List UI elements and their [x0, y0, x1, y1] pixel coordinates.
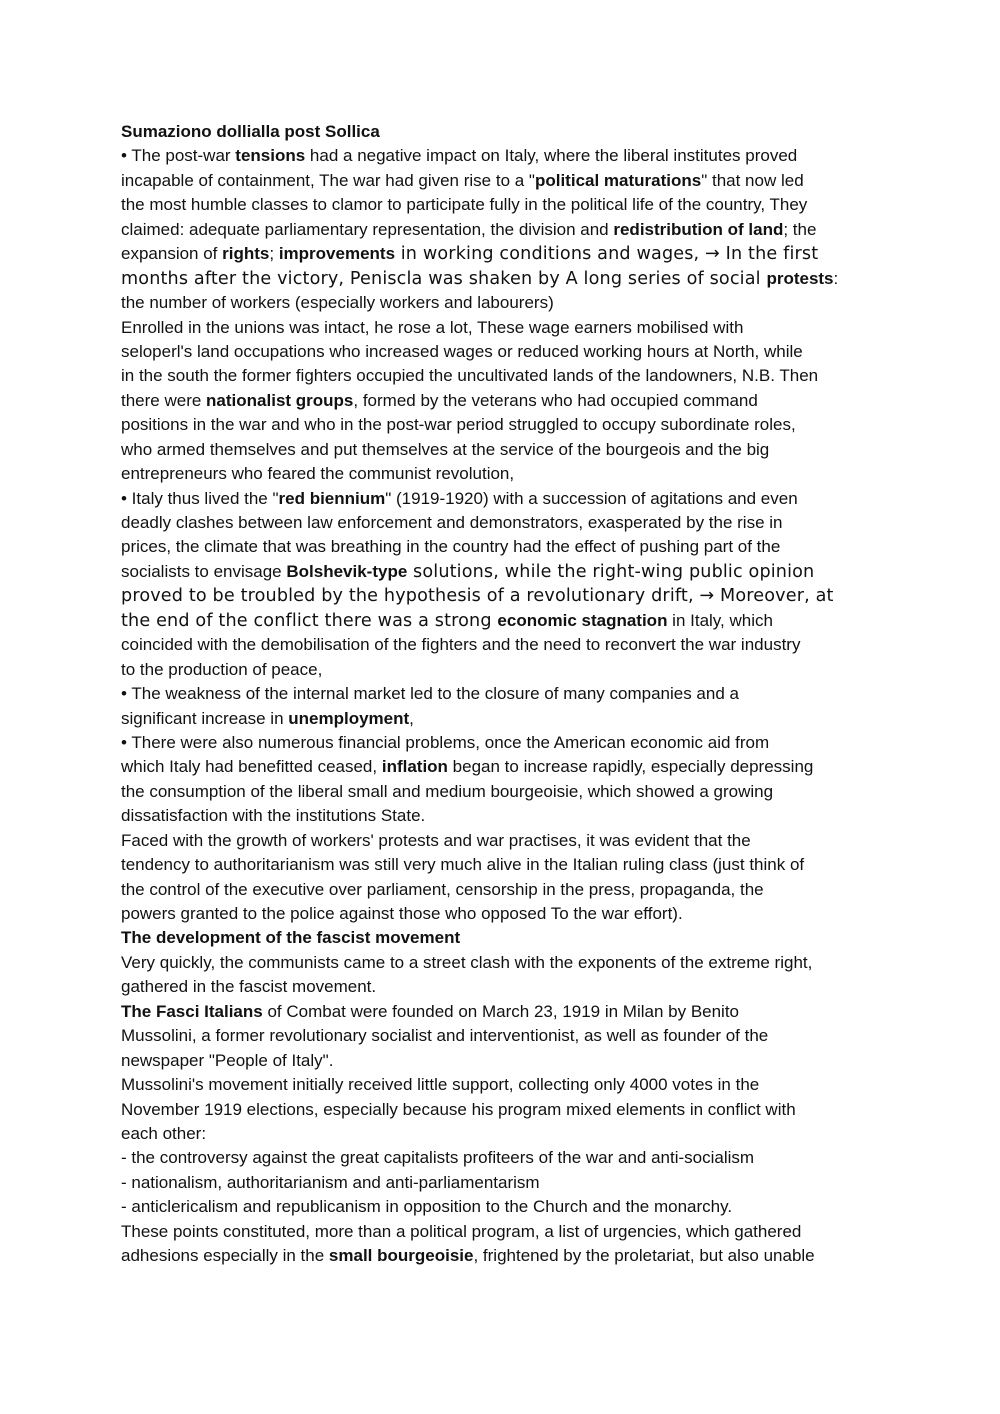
text-line: the most humble classes to clamor to participate fully in the political life of the country, They — [121, 195, 808, 215]
text-line: coincided with the demobilisation of the fighters and the need to reconvert the war industry — [121, 635, 801, 655]
section-heading: The development of the fascist movement — [121, 928, 461, 948]
text-line: tendency to authoritarianism was still very much alive in the Italian ruling class (just think of — [121, 855, 805, 875]
text-line: Mussolini, a former revolutionary socialist and interventionist, as well as founder of the — [121, 1026, 769, 1046]
text-line: dissatisfaction with the institutions State. — [121, 806, 426, 826]
text-line: months after the victory, Peniscla was shaken by A long series of social protests: — [121, 268, 839, 289]
text-line: expansion of rights; improvements in working conditions and wages, → In the first — [121, 244, 819, 265]
text-line: the consumption of the liberal small and medium bourgeoisie, which showed a growing — [121, 781, 774, 801]
text-line: in the south the former fighters occupied the uncultivated lands of the landowners, N.B. Then — [121, 366, 819, 386]
text-line: prices, the climate that was breathing in the country had the effect of pushing part of the — [121, 537, 781, 557]
text-line: seloperl's land occupations who increased wages or reduced working hours at North, while — [121, 341, 803, 361]
text-line: • The post-war tensions had a negative impact on Italy, where the liberal institutes proved — [121, 146, 798, 166]
text-line: claimed: adequate parliamentary representation, the division and redistribution of land; the — [121, 219, 817, 239]
text-line: positions in the war and who in the post-war period struggled to occupy subordinate roles, — [121, 415, 796, 435]
text-line: entrepreneurs who feared the communist revolution, — [121, 464, 515, 484]
text-line: the control of the executive over parliament, censorship in the press, propaganda, the — [121, 879, 764, 899]
text-line: socialists to envisage Bolshevik-type solutions, while the right-wing public opinion — [121, 561, 815, 582]
text-line: • Italy thus lived the "red biennium" (1919-1920) with a succession of agitations and even — [121, 488, 798, 508]
text-line: The Fasci Italians of Combat were founded on March 23, 1919 in Milan by Benito — [121, 1001, 740, 1021]
text-line: Very quickly, the communists came to a street clash with the exponents of the extreme right, — [121, 952, 813, 972]
text-line: • The weakness of the internal market led to the closure of many companies and a — [121, 684, 739, 704]
text-line: - anticlericalism and republicanism in opposition to the Church and the monarchy. — [121, 1197, 733, 1217]
text-line: proved to be troubled by the hypothesis of a revolutionary drift, → Moreover, at — [121, 586, 834, 607]
text-line: These points constituted, more than a political program, a list of urgencies, which gathered — [121, 1221, 802, 1241]
text-line: powers granted to the police against those who opposed To the war effort). — [121, 904, 683, 923]
text-line: November 1919 elections, especially because his program mixed elements in conflict with — [121, 1099, 796, 1119]
text-line: Enrolled in the unions was intact, he rose a lot, These wage earners mobilised with — [121, 317, 744, 337]
text-line: who armed themselves and put themselves at the service of the bourgeois and the big — [121, 439, 770, 459]
text-line: Faced with the growth of workers' protests and war practises, it was evident that the — [121, 830, 751, 850]
text-line: newspaper "People of Italy". — [121, 1050, 334, 1070]
text-line: there were nationalist groups, formed by the veterans who had occupied command — [121, 390, 758, 410]
text-line: Mussolini's movement initially received little support, collecting only 4000 votes in the — [121, 1075, 760, 1095]
text-line: the number of workers (especially workers and labourers) — [121, 293, 554, 313]
text-line: - the controversy against the great capitalists profiteers of the war and anti-socialism — [121, 1148, 755, 1168]
text-line: - nationalism, authoritarianism and anti-parliamentarism — [121, 1172, 540, 1192]
document-title: Sumaziono dollialla post Sollica — [121, 122, 380, 141]
document-page — [121, 120, 891, 1269]
text-line: the end of the conflict there was a strong economic stagnation in Italy, which — [121, 610, 773, 631]
text-line: deadly clashes between law enforcement and demonstrators, exasperated by the rise in — [121, 513, 783, 532]
text-line: gathered in the fascist movement. — [121, 977, 377, 997]
text-line: which Italy had benefitted ceased, inflation began to increase rapidly, especially depressing — [121, 757, 814, 777]
text-line: • There were also numerous financial problems, once the American economic aid from — [121, 732, 770, 752]
text-line: to the production of peace, — [121, 659, 323, 679]
text-line: significant increase in unemployment, — [121, 708, 414, 728]
text-line: each other: — [121, 1123, 207, 1143]
text-line: adhesions especially in the small bourgeoisie, frightened by the proletariat, but also unable — [121, 1246, 815, 1266]
text-line: incapable of containment, The war had given rise to a "political maturations" that now led — [121, 170, 804, 190]
